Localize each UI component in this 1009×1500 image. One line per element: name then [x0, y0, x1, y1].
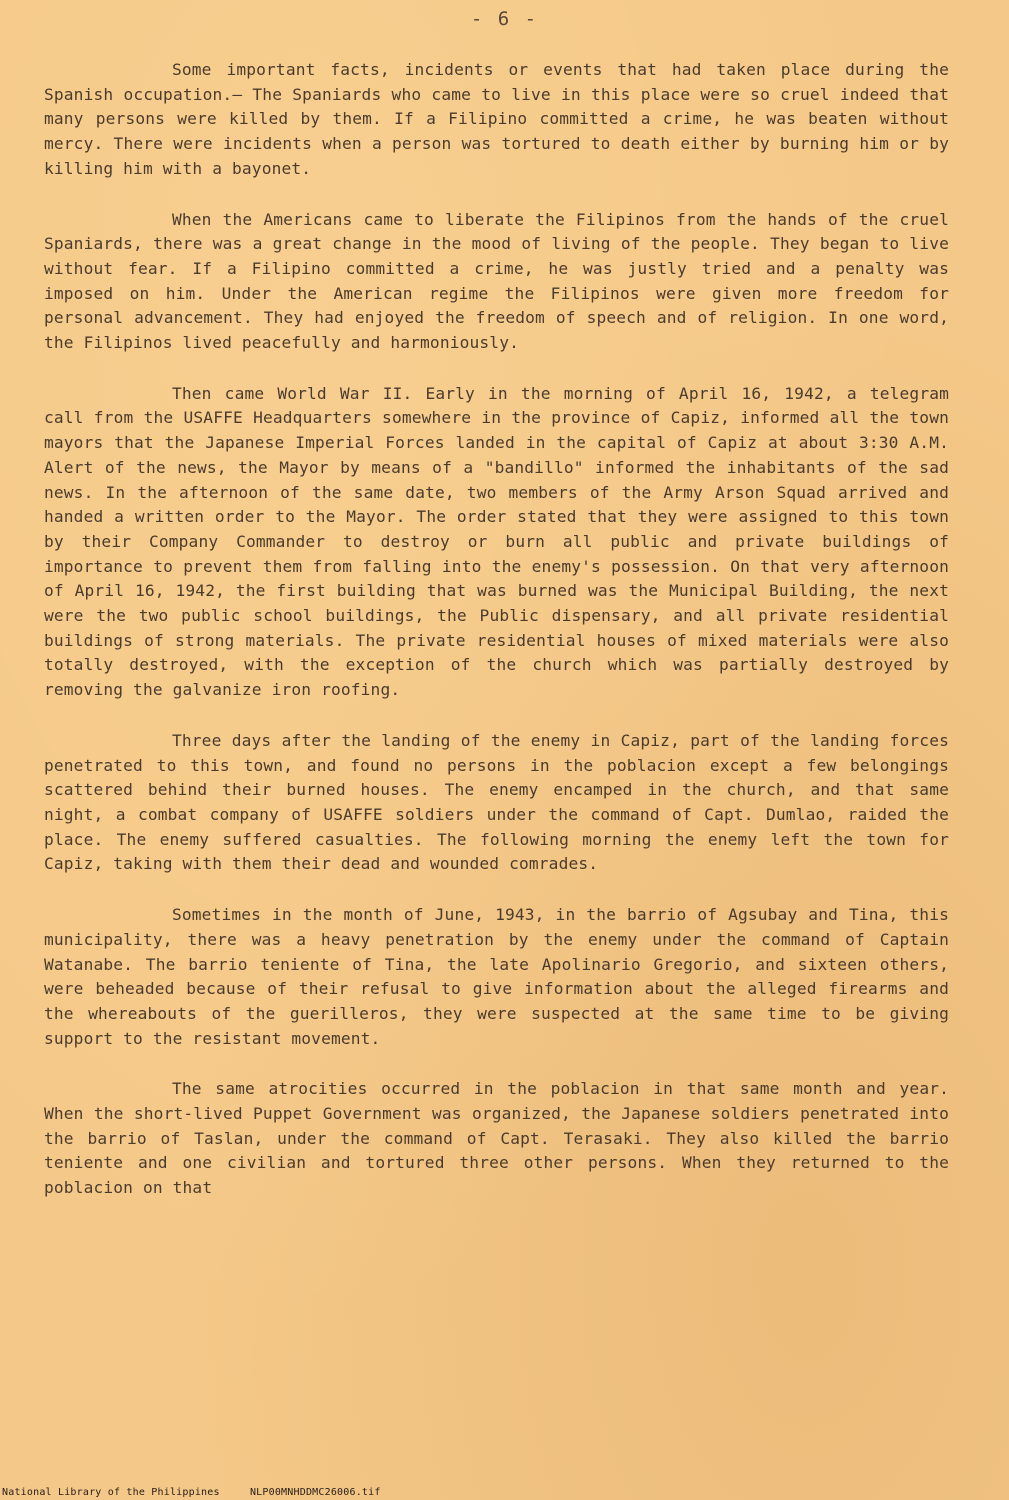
page-number: - 6 - [470, 8, 539, 30]
paragraph-world-war-ii: Then came World War II. Early in the morning of April 16, 1942, a telegram call from the USAFFE Headquarters somewhere in the province of Capiz, informed all the town mayors that the Japanese Imperial Forces landed in the capital of Capiz at about 3:30 A.M. Alert of the news, the Mayor by means of a "bandillo" informed the inhabitants of the sad news. In the afternoon of the same date, two members of the Army Arson Squad arrived and handed a written order to the Mayor. The order stated that they were assigned to this town by their Company Commander to destroy or burn all public and private buildings of importance to prevent them from falling into the enemy's possession. On that very afternoon of April 16, 1942, the first building that was burned was the Municipal Building, the next were the two public school buildings, the Public dispensary, and all private residential buildings of strong materials. The private residential houses of mixed materials were also totally destroyed, with the exception of the church which was partially destroyed by removing the galvanize iron roofing. [44, 383, 949, 700]
body-text [44, 58, 949, 1227]
paragraph-taslan: The same atrocities occurred in the poblacion in that same month and year. When the short-lived Puppet Government was organized, the Japanese soldiers penetrated into the barrio of Taslan, under the command of Capt. Terasaki. They also killed the barrio teniente and one civilian and tortured three other persons. When they returned to the poblacion on that [44, 1079, 949, 1198]
footer-file-id: NLP00MNHDDMC26006.tif [249, 1487, 381, 1498]
footer-source: National Library of the Philippines [2, 1487, 220, 1498]
scan-footer [2, 1487, 405, 1498]
paragraph-enemy-landing: Three days after the landing of the enemy in Capiz, part of the landing forces penetrated to this town, and found no persons in the poblacion except a few belongings scattered behind their burned houses. The enemy encamped in the church, and that same night, a combat company of USAFFE soldiers under the command of Capt. Dumlao, raided the place. The enemy suffered casualties. The following morning the enemy left the town for Capiz, taking with them their dead and wounded comrades. [44, 730, 949, 874]
paragraph-agsubay-tina: Sometimes in the month of June, 1943, in the barrio of Agsubay and Tina, this municipality, there was a heavy penetration by the enemy under the command of Captain Watanabe. The barrio teniente of Tina, the late Apolinario Gregorio, and sixteen others, were beheaded because of their refusal to give information about the alleged firearms and the whereabouts of the guerilleros, they were suspected at the same time to be giving support to the resistant movement. [44, 905, 949, 1048]
paragraph-spanish-occupation: Some important facts, incidents or events that had taken place during the Spanish occupation.— The Spaniards who came to live in this place were so cruel indeed that many persons were killed by them. If a Filipino committed a crime, he was beaten without mercy. There were incidents when a person was tortured to death either by burning him or by killing him with a bayonet. [44, 60, 949, 178]
paragraph-american-regime: When the Americans came to liberate the Filipinos from the hands of the cruel Spaniards, there was a great change in the mood of living of the people. They began to live without fear. If a Filipino committed a crime, he was justly tried and a penalty was imposed on him. Under the American regime the Filipinos were given more freedom for personal advancement. They had enjoyed the freedom of speech and of religion. In one word, the Filipinos lived peacefully and harmoniously. [44, 209, 949, 353]
